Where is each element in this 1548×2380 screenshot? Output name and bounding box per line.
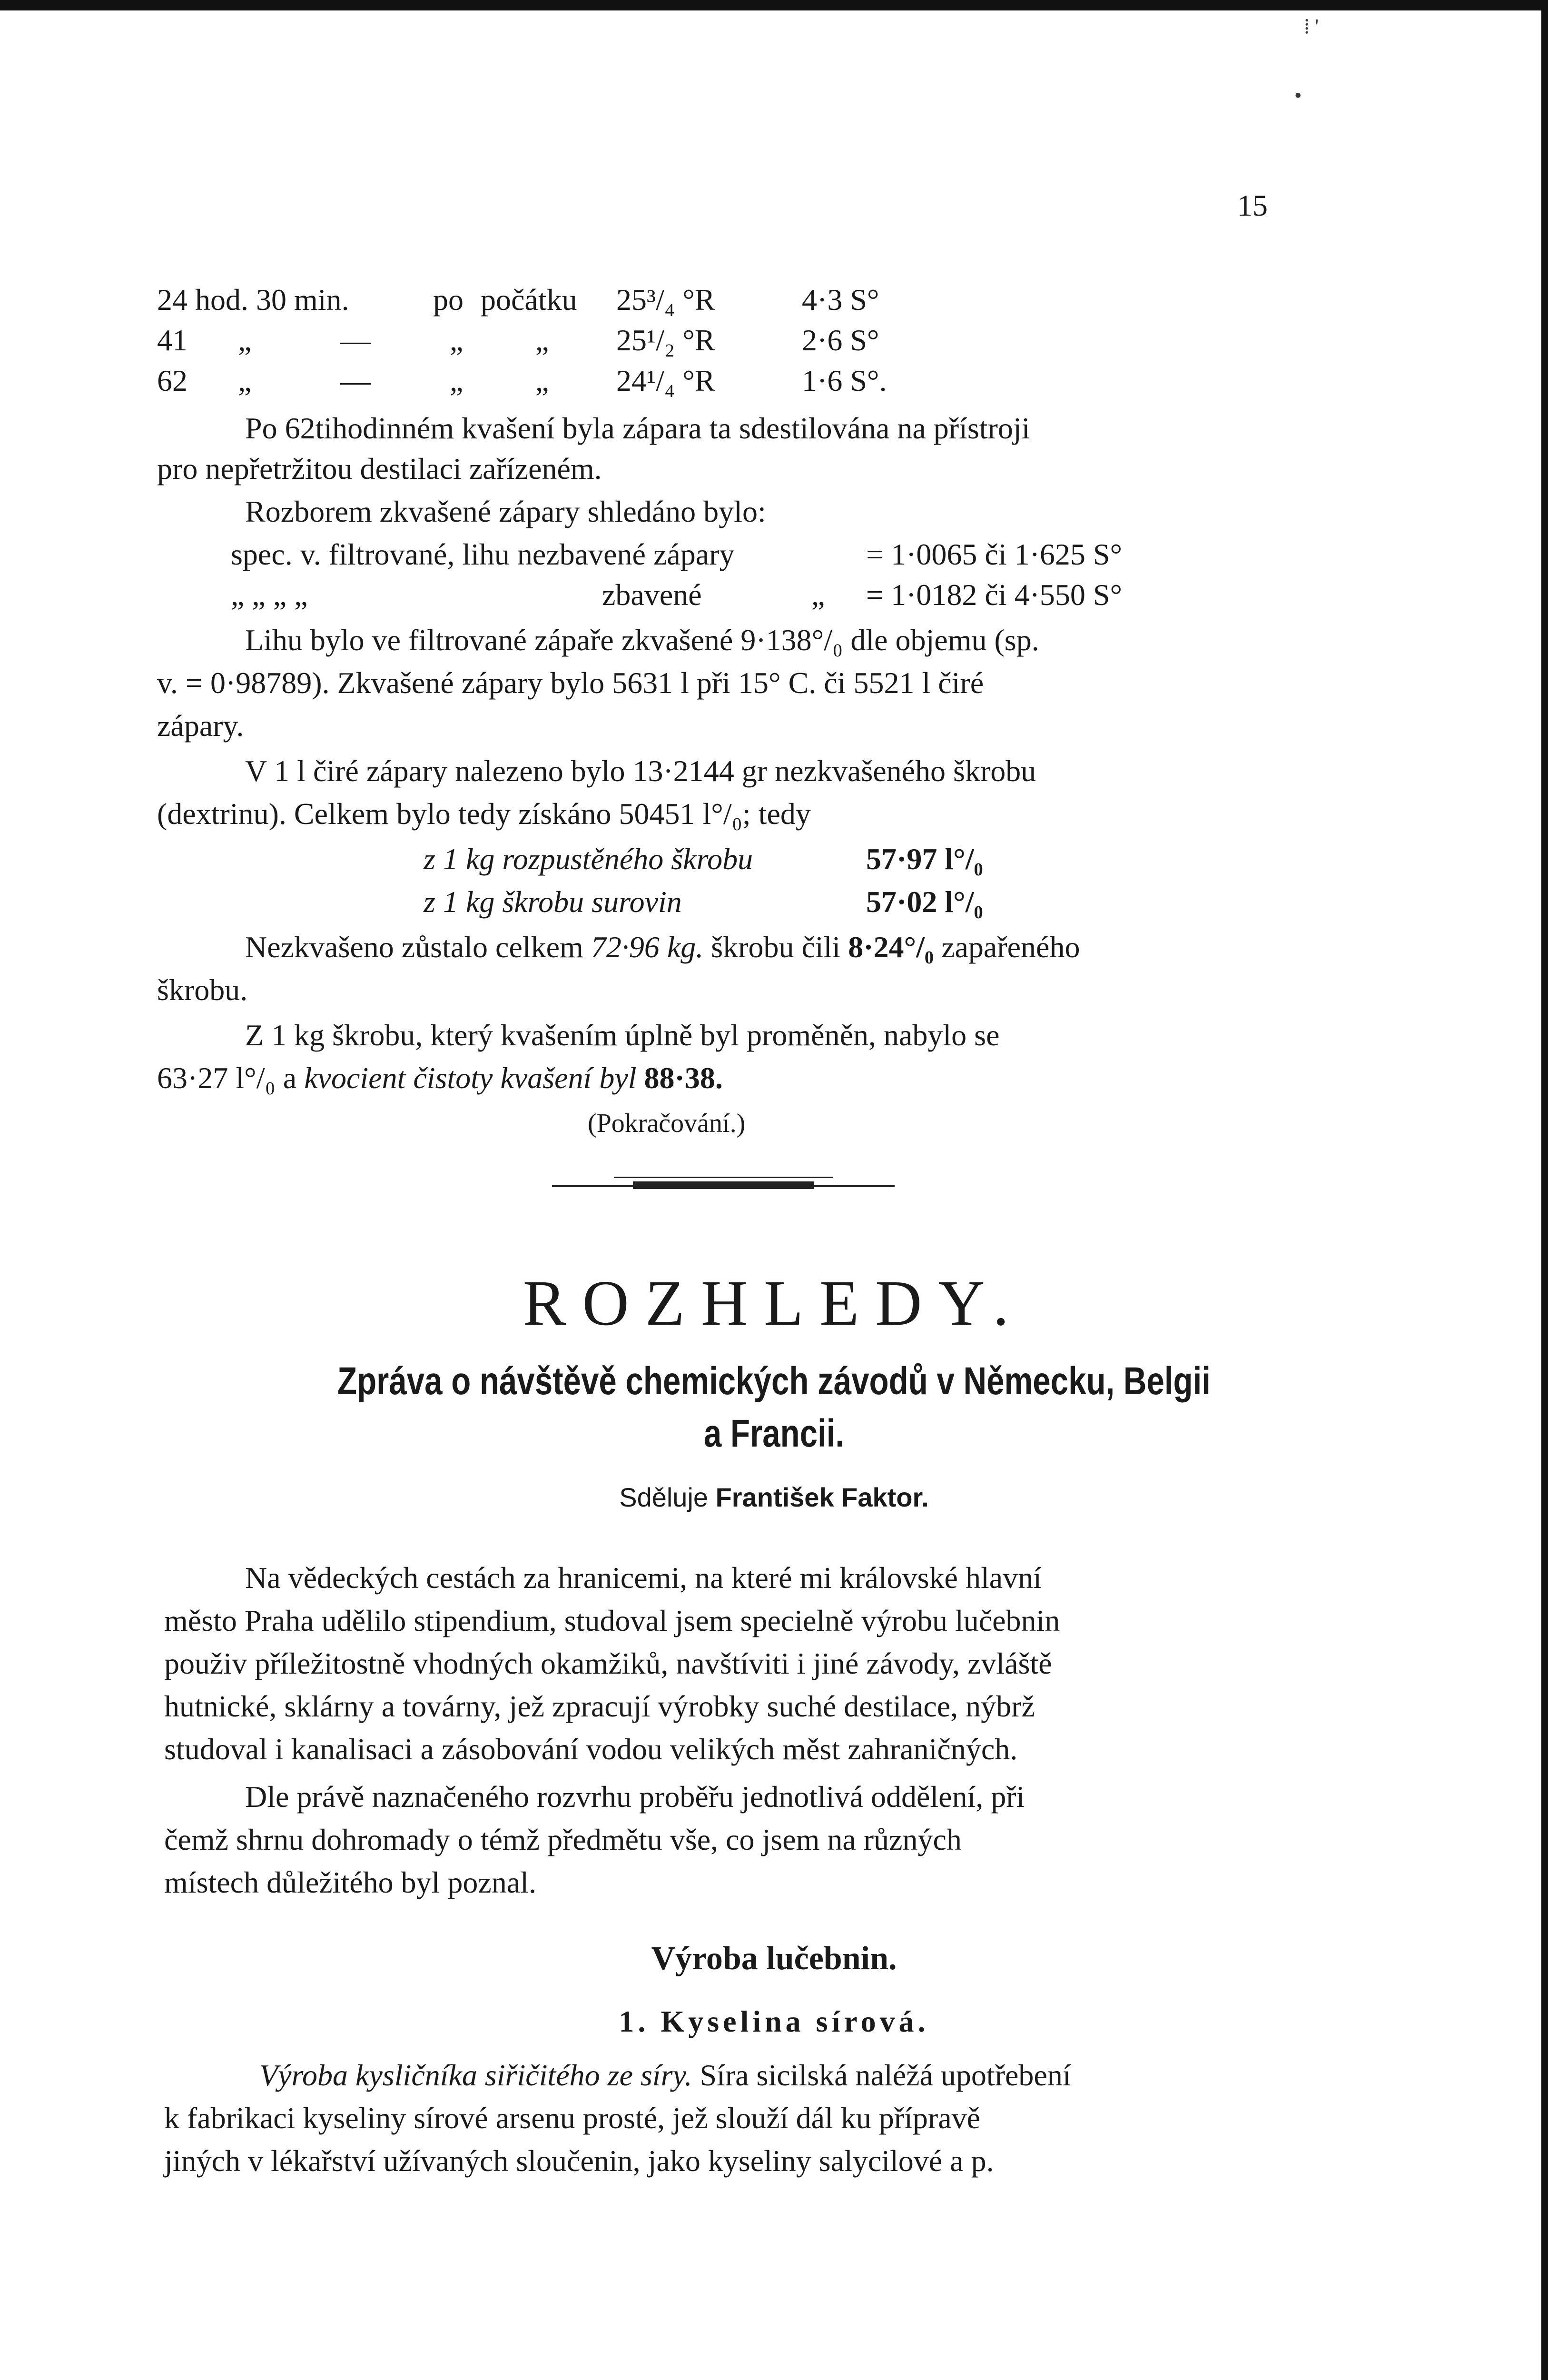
text-run: zapařeného (941, 930, 1080, 964)
table-cell: „ (450, 323, 463, 357)
paragraph-line: škrobu. (157, 973, 248, 1007)
yield-label: z 1 kg škrobu surovin (424, 885, 682, 919)
table-cell: 24¹/₄ °R (616, 364, 715, 397)
table-cell: po (433, 283, 463, 317)
table-cell: „ (535, 323, 549, 357)
percentage: 8·24°/₀ (848, 930, 934, 964)
body-line: hutnické, sklárny a továrny, jež zpracují výrobky suché destilace, nýbrž (164, 1689, 1035, 1723)
scan-dot: • (1294, 84, 1302, 107)
spec-label: zbavené (602, 578, 702, 612)
paragraph-line: pro nepřetržitou destilaci zařízeném. (157, 452, 602, 486)
quotient-value: 88·38. (644, 1061, 723, 1095)
scan-artifact: ⁞ ' (1304, 15, 1319, 38)
paragraph-line: zápary. (157, 709, 244, 743)
spec-ditto: „ „ „ „ (231, 578, 308, 612)
body-line: místech důležitého byl poznal. (164, 1865, 536, 1899)
paragraph-line: Rozborem zkvašené zápary shledáno bylo: (245, 495, 766, 528)
body-line (259, 2056, 1071, 2094)
body-line: čemž shrnu dohromady o témž předmětu vše, co jsem na různých (164, 1823, 962, 1856)
table-cell: 62 (157, 364, 187, 397)
author-line (0, 1482, 1548, 1513)
text-run: Síra sicilská naléžá upotřebení (700, 2058, 1071, 2092)
divider-thin (614, 1177, 833, 1178)
body-line: město Praha udělilo stipendium, studoval jsem specielně výrobu lučebnin (164, 1604, 1060, 1637)
paragraph-line: Po 62tihodinném kvašení byla zápara ta sdestilována na přístroji (245, 411, 1030, 445)
table-cell: 2·6 S° (802, 323, 879, 357)
italic-run: Výroba kysličníka siřičitého ze síry. (259, 2058, 692, 2092)
table-cell: 25¹/₂ °R (616, 323, 715, 357)
section-title: ROZHLEDY. (523, 1268, 1025, 1339)
continued-note: (Pokračování.) (588, 1109, 746, 1138)
table-cell: počátku (481, 283, 577, 317)
text-run: Nezkvašeno zůstalo celkem (245, 930, 583, 964)
table-cell: 24 hod. 30 min. (157, 283, 349, 317)
italic-run: kvocient čistoty kvašení byl (304, 1061, 637, 1095)
paragraph-line: Z 1 kg škrobu, který kvašením úplně byl proměněn, nabylo se (245, 1018, 1000, 1052)
yield-label: z 1 kg rozpustěného škrobu (424, 842, 753, 876)
body-line: Dle právě naznačeného rozvrhu proběřu jednotlivá oddělení, při (245, 1780, 1025, 1814)
yield-value: 57·97 l°/₀ (866, 842, 983, 876)
body-line: k fabrikaci kyseliny sírové arsenu prosté, jež slouží dál ku přípravě (164, 2101, 980, 2135)
table-cell: 4·3 S° (802, 283, 879, 317)
amount: 72·96 kg. (591, 930, 704, 964)
paragraph-line (157, 1059, 723, 1097)
author-name: František Faktor. (715, 1482, 929, 1512)
spec-label: spec. v. filtrované, lihu nezbavené zápary (231, 537, 735, 571)
scan-border-top (0, 0, 1548, 10)
table-cell: — (340, 364, 371, 397)
table-cell: 41 (157, 323, 187, 357)
table-cell: „ (535, 364, 549, 397)
spec-value: = 1·0182 či 4·550 S° (866, 578, 1123, 612)
table-cell: „ (238, 364, 252, 397)
paragraph-line: V 1 l čiré zápary nalezeno bylo 13·2144 gr nezkvašeného škrobu (245, 754, 1036, 788)
table-cell: „ (238, 323, 252, 357)
subsection-heading: 1. Kyselina sírová. (619, 2004, 929, 2038)
page-number: 15 (1237, 188, 1268, 222)
table-cell: „ (450, 364, 463, 397)
table-cell: 1·6 S°. (802, 364, 887, 397)
spec-ditto: „ (811, 578, 825, 612)
paragraph-line (245, 928, 1080, 966)
yield-value: 57·02 l°/₀ (866, 885, 983, 919)
article-title: Zpráva o návštěvě chemických závodů v Německu, Belgii (337, 1359, 1211, 1403)
body-line: Na vědeckých cestách za hranicemi, na které mi královské hlavní (245, 1561, 1042, 1595)
paragraph-line: Lihu bylo ve filtrované zápaře zkvašené 9·138°/₀ dle objemu (sp. (245, 623, 1039, 657)
divider-thick (633, 1181, 814, 1189)
table-cell: — (340, 323, 371, 357)
body-line: jiných v lékařství užívaných sloučenin, jako kyseliny salycilové a p. (164, 2144, 994, 2178)
section-heading: Výroba lučebnin. (651, 1940, 897, 1977)
article-title: a Francii. (703, 1412, 845, 1455)
body-line: studoval i kanalisaci a zásobování vodou velikých měst zahraničných. (164, 1732, 1018, 1766)
spec-value: = 1·0065 či 1·625 S° (866, 537, 1123, 571)
text-run: škrobu čili (711, 930, 841, 964)
paragraph-line: v. = 0·98789). Zkvašené zápary bylo 5631 l při 15° C. či 5521 l čiré (157, 666, 984, 700)
text-run: 63·27 l°/₀ a (157, 1061, 297, 1095)
paragraph-line: (dextrinu). Celkem bylo tedy získáno 50451 l°/₀; tedy (157, 797, 811, 831)
body-line: použiv příležitostně vhodných okamžiků, navštíviti i jiné závody, zvláště (164, 1646, 1052, 1680)
author-prefix: Sděluje (619, 1482, 709, 1512)
table-cell: 25³/₄ °R (616, 283, 715, 317)
